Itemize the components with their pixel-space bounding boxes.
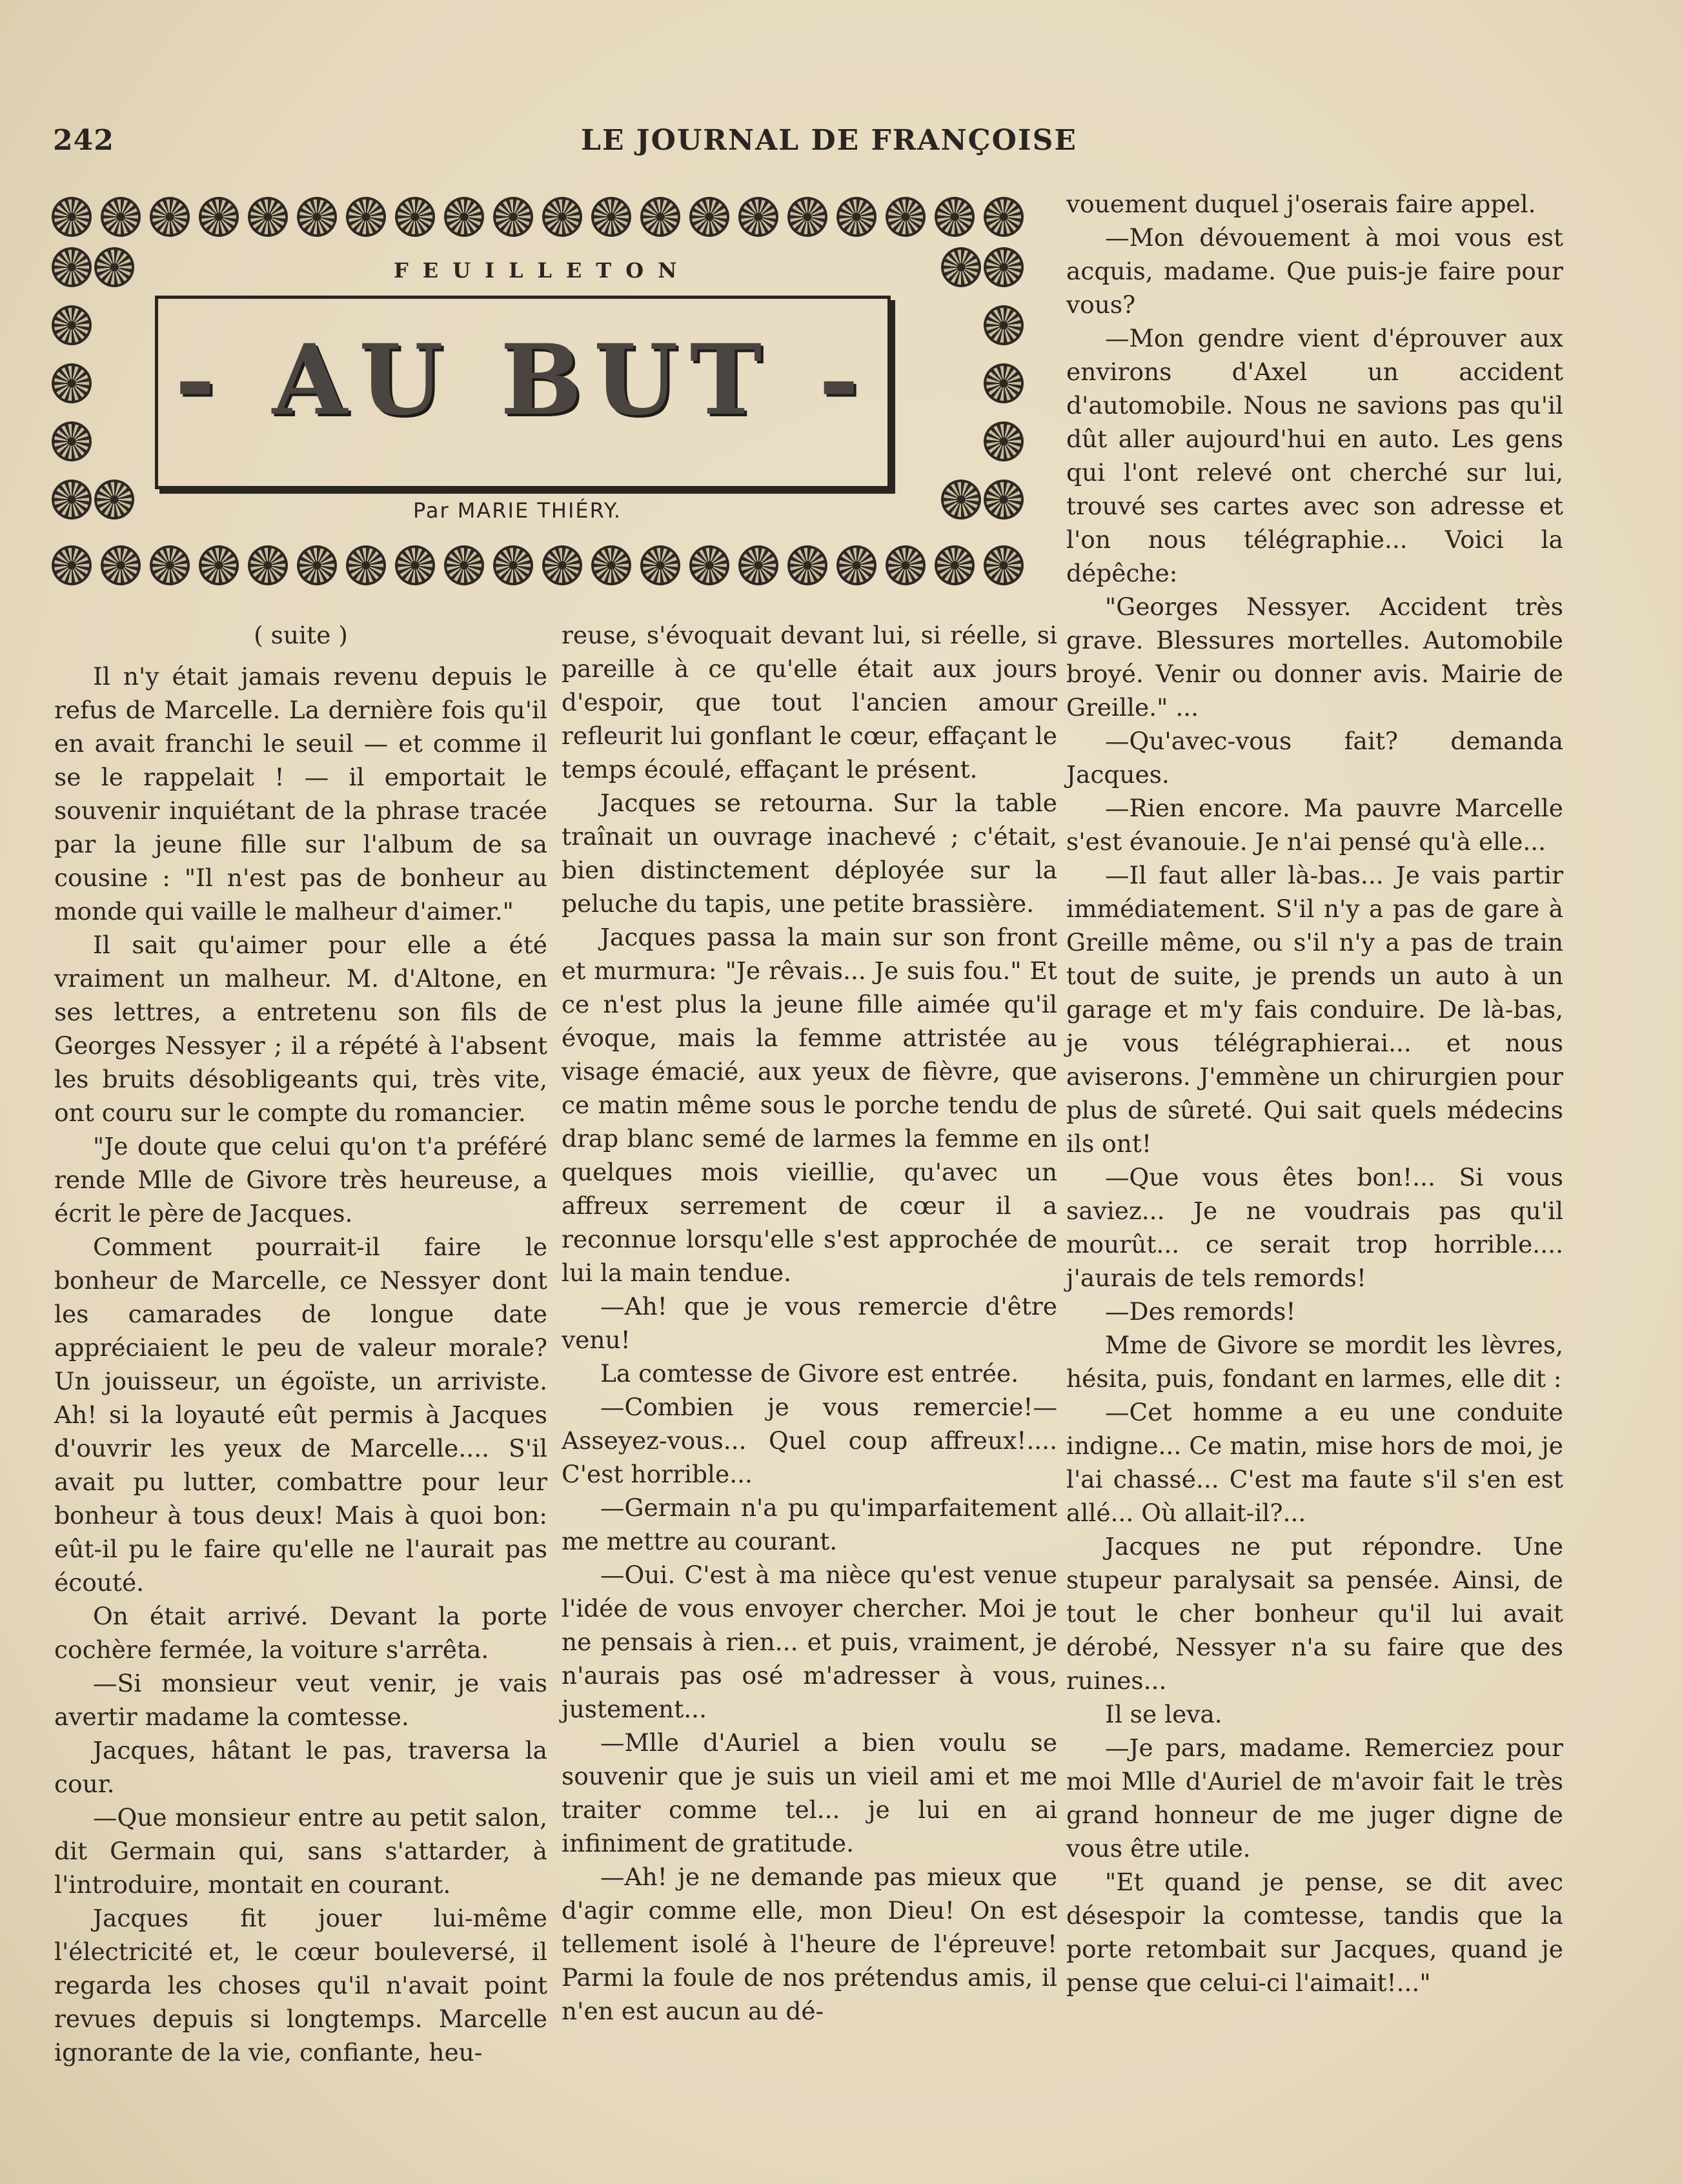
rosette-ornament (787, 197, 827, 237)
column-2 (562, 618, 1057, 2028)
paragraph: reuse, s'évoquait devant lui, si réelle, si pareille à ce qu'elle était aux jours d'espoir, que tout l'ancien amour refleurit lui gonflant le cœur, effaçant le temps écoulé, effaçant le présent. (562, 621, 1057, 784)
rosette-ornament (640, 545, 680, 585)
rosette-ornament (984, 421, 1024, 461)
rosette-ornament (395, 197, 435, 237)
paragraph: —Cet homme a eu une conduite indigne... Ce matin, mise hors de moi, je l'ai chassé... C'est ma faute s'il s'en est allé... Où allait-il?... (1066, 1398, 1563, 1527)
paragraph: "Georges Nessyer. Accident très grave. Blessures mortelles. Automobile broyé. Venir ou donner avis. Mairie de Greille." ... (1066, 592, 1563, 722)
title-box (155, 296, 891, 489)
byline: Par MARIE THIÉRY. (413, 498, 622, 523)
paragraph: —Je pars, madame. Remerciez pour moi Mlle d'Auriel de m'avoir fait le très grand honneur de me juger digne de vous être utile. (1066, 1734, 1563, 1863)
running-head: LE JOURNAL DE FRANÇOISE (581, 124, 1077, 157)
rosette-ornament (984, 480, 1024, 520)
rosette-ornament (640, 197, 680, 237)
rosette-ornament (935, 545, 975, 585)
story-title: - AU BUT - (175, 323, 871, 437)
rosette-ornament (689, 545, 729, 585)
paragraph: —Ah! que je vous remercie d'être venu! (562, 1292, 1057, 1354)
paragraph: Jacques passa la main sur son front et murmura: "Je rêvais... Je suis fou." Et ce n'est plus la jeune fille aimée qu'il évoque, mais la femme attristée au visage émacié, aux yeux de fièvre, que ce matin même sous le porche tendu de drap blanc semé de larmes la femme en quelques mois vieillie, qu'avec un affreux serrement de cœur il a reconnue lorsqu'elle s'est approchée de lui la main tendue. (562, 923, 1057, 1287)
rosette-ornament (297, 197, 337, 237)
rosette-ornament (52, 480, 92, 520)
rosette-ornament (941, 480, 981, 520)
paragraph: Jacques, hâtant le pas, traversa la cour. (54, 1736, 547, 1798)
rosette-ornament (101, 197, 141, 237)
rosette-ornament (984, 545, 1024, 585)
rosette-ornament (935, 197, 975, 237)
paragraph: —Qu'avec-vous fait? demanda Jacques. (1066, 727, 1563, 789)
rosette-ornament (738, 197, 778, 237)
rosette-ornament (444, 545, 484, 585)
paragraph: —Des remords! (1105, 1297, 1296, 1326)
rosette-ornament (248, 545, 288, 585)
paragraph: "Je doute que celui qu'on t'a préféré rende Mlle de Givore très heureuse, a écrit le père de Jacques. (54, 1132, 547, 1228)
paragraph: Jacques fit jouer lui-même l'électricité et, le cœur bouleversé, il regarda les choses qu'il n'avait point revues depuis si longtemps. Marcelle ignorante de la vie, confiante, heu- (54, 1904, 547, 2067)
rosette-ornament (738, 545, 778, 585)
paragraph: —Mon gendre vient d'éprouver aux environs d'Axel un accident d'automobile. Nous ne savions pas qu'il dût aller aujourd'hui en auto. Les gens qui l'ont relevé ont cherché sur lui, trouvé ses cartes avec son adresse et l'on nous télégraphie... Voici la dépêche: (1066, 324, 1563, 587)
paragraph: —Oui. C'est à ma nièce qu'est venue l'idée de vous envoyer chercher. Moi je ne pensais à rien... et puis, vraiment, je n'aurais pas osé m'adresser à vous, justement... (562, 1561, 1057, 1723)
paragraph: —Que monsieur entre au petit salon, dit Germain qui, sans s'attarder, à l'introduire, montait en courant. (54, 1803, 547, 1899)
paragraph: Il sait qu'aimer pour elle a été vraiment un malheur. M. d'Altone, en ses lettres, a entretenu son fils de Georges Nessyer ; il a répété à l'absent les bruits désobligeants qui, très vite, ont couru sur le compte du romancier. (54, 931, 547, 1127)
paragraph: —Rien encore. Ma pauvre Marcelle s'est évanouie. Je n'ai pensé qu'à elle... (1066, 794, 1563, 856)
rosette-ornament (346, 197, 386, 237)
rosette-ornament (248, 197, 288, 237)
rosette-ornament (787, 545, 827, 585)
rosette-ornament (52, 545, 92, 585)
rosette-ornament (52, 363, 92, 403)
paragraph: Il n'y était jamais revenu depuis le refus de Marcelle. La dernière fois qu'il en avait franchi le seuil — et comme il se le rappelait ! — il emportait le souvenir inquiétant de la phrase tracée par la jeune fille sur l'album de sa cousine : "Il n'est pas de bonheur au monde qui vaille le malheur d'aimer." (54, 662, 547, 925)
paragraph: ( suite ) (254, 621, 348, 649)
column-1 (54, 618, 547, 2069)
rosette-ornament (591, 197, 631, 237)
rosette-ornament (984, 305, 1024, 345)
rosette-ornament (984, 247, 1024, 287)
paragraph: La comtesse de Givore est entrée. (600, 1359, 1019, 1388)
rosette-ornament (886, 197, 926, 237)
paragraph: —Germain n'a pu qu'imparfaitement me mettre au courant. (562, 1493, 1057, 1555)
paragraph: Comment pourrait-il faire le bonheur de Marcelle, ce Nessyer dont les camarades de longue date appréciaient le peu de valeur morale? Un jouisseur, un égoïste, un arriviste. Ah! si la loyauté eût permis à Jacques d'ouvrir les yeux de Marcelle.... S'il avait pu lutter, combattre pour leur bonheur à tous deux! Mais à quoi bon: eût-il pu le faire qu'elle ne l'aurait pas écouté. (54, 1233, 547, 1597)
paragraph: "Et quand je pense, se dit avec désespoir la comtesse, tandis que la porte retombait sur Jacques, quand je pense que celui-ci l'aimait!..." (1066, 1868, 1563, 1997)
paragraph: —Que vous êtes bon!... Si vous saviez... Je ne voudrais pas qu'il mourût... ce serait trop horrible.... j'aurais de tels remords! (1066, 1163, 1563, 1292)
rosette-ornament (297, 545, 337, 585)
paragraph: Jacques ne put répondre. Une stupeur paralysait sa pensée. Ainsi, de tout le cher bonheur qu'il lui avait dérobé, Nessyer n'a su faire que des ruines... (1066, 1532, 1563, 1695)
paragraph: —Si monsieur veut venir, je vais avertir madame la comtesse. (54, 1669, 547, 1731)
rosette-ornament (444, 197, 484, 237)
rosette-ornament (199, 197, 239, 237)
rosette-ornament (689, 197, 729, 237)
rosette-ornament (836, 545, 876, 585)
rosette-ornament (150, 197, 190, 237)
rosette-ornament (836, 197, 876, 237)
paragraph: —Mon dévouement à moi vous est acquis, madame. Que puis-je faire pour vous? (1066, 223, 1563, 319)
paragraph: —Ah! je ne demande pas mieux que d'agir comme elle, mon Dieu! On est tellement isolé à l'heure de l'épreuve! Parmi la foule de nos prétendus amis, il n'en est aucun au dé- (562, 1863, 1057, 2025)
rosette-ornament (542, 197, 582, 237)
rosette-ornament (94, 480, 134, 520)
rosette-ornament (542, 545, 582, 585)
page-number: 242 (53, 124, 114, 157)
rosette-ornament (886, 545, 926, 585)
rosette-ornament (52, 305, 92, 345)
rosette-ornament (346, 545, 386, 585)
paragraph: On était arrivé. Devant la porte cochère fermée, la voiture s'arrêta. (54, 1602, 547, 1664)
column-3 (1066, 187, 1563, 1999)
rosette-ornament (984, 363, 1024, 403)
rosette-ornament (150, 545, 190, 585)
feuilleton-label: FEUILLETON (394, 258, 691, 283)
rosette-ornament (101, 545, 141, 585)
paragraph: —Combien je vous remercie!— Asseyez-vous... Quel coup affreux!.... C'est horrible... (562, 1393, 1057, 1488)
paragraph: Mme de Givore se mordit les lèvres, hésita, puis, fondant en larmes, elle dit : (1066, 1331, 1563, 1393)
rosette-ornament (94, 247, 134, 287)
rosette-ornament (395, 545, 435, 585)
rosette-ornament (493, 545, 533, 585)
rosette-ornament (199, 545, 239, 585)
paragraph: Il se leva. (1105, 1700, 1222, 1728)
rosette-ornament (493, 197, 533, 237)
rosette-ornament (941, 247, 981, 287)
rosette-ornament (52, 421, 92, 461)
paragraph: —Mlle d'Auriel a bien voulu se souvenir que je suis un vieil ami et me traiter comme tel... je lui en ai infiniment de gratitude. (562, 1728, 1057, 1857)
rosette-ornament (52, 247, 92, 287)
rosette-ornament (591, 545, 631, 585)
paragraph: vouement duquel j'oserais faire appel. (1066, 190, 1536, 218)
rosette-ornament (984, 197, 1024, 237)
rosette-ornament (52, 197, 92, 237)
paragraph: Jacques se retourna. Sur la table traînait un ouvrage inachevé ; c'était, bien distinctement déployée sur la peluche du tapis, une petite brassière. (562, 789, 1057, 918)
paragraph: —Il faut aller là-bas... Je vais partir immédiatement. S'il n'y a pas de gare à Greille même, ou s'il n'y a pas de train tout de suite, je prends un auto à un garage et m'y fais conduire. De là-bas, je vous télégraphierai... et nous aviserons. J'emmène un chirurgien pour plus de sûreté. Qui sait quels médecins ils ont! (1066, 861, 1563, 1158)
